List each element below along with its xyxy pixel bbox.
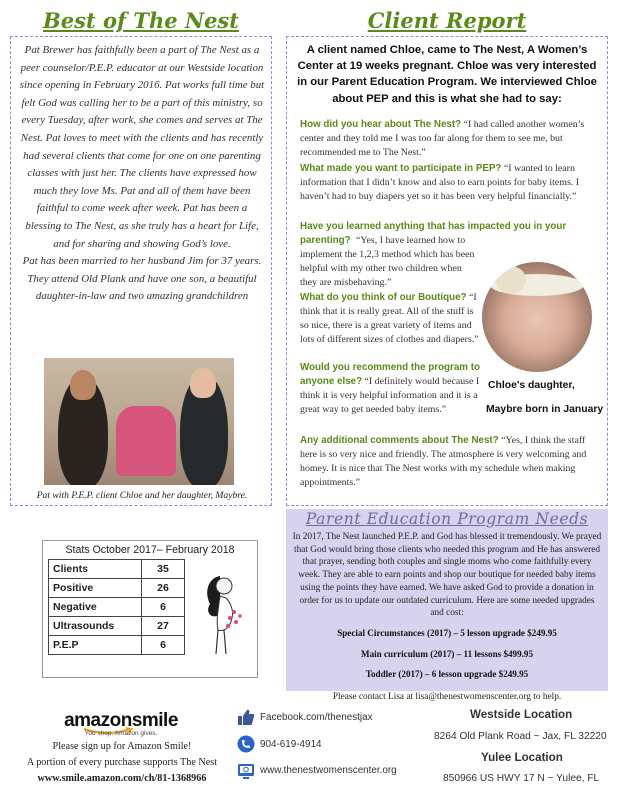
person-right-face (190, 368, 216, 398)
stat-label: Clients (49, 560, 142, 579)
answer: “Yes, I have learned how to implement the 1,2,3 method which has been helpful with my other two children when they are misbehaving.” (300, 235, 475, 288)
pat-family-paragraph: Pat has been married to her husband Jim for 37 years. They attend Old Plank and have one son, a beautiful daughter-in-law and two amazing grandchildren (22, 255, 262, 303)
pep-needs-title: Parent Education Program Needs (305, 510, 589, 528)
upgrade-special: Special Circumstances (2017) – 5 lesson upgrade $249.95 (337, 627, 557, 638)
stat-label: Negative (49, 598, 142, 617)
thumbs-up-icon[interactable] (237, 708, 255, 726)
westside-location-heading: Westside Location (470, 708, 573, 721)
baby-caption-line1: Chloe's daughter, (488, 380, 575, 391)
stat-value: 26 (142, 579, 185, 598)
pep-contact: Please contact Lisa at lisa@thenestwomenscenter.org to help. (332, 692, 562, 703)
amazon-url-link[interactable]: www.smile.amazon.com/ch/81-1368966 (37, 773, 207, 784)
qa-why-pep (300, 162, 600, 204)
pat-bio-paragraph: Pat Brewer has faithfully been a part of The Nest as a peer counselor/P.E.P. educator at our Westside location since opening in February 2016. Pat works full time but felt God was calling her to be a part of this ministry, so every Tuesday, after work, she comes and serves at The Nest. Pat loves to meet with the clients and has recently had several clients that come for one on one parenting classes with just her. The clients have expressed how much they love Ms. Pat and all of them have been faithful to come week after week. Pat has been a blessing to The Nest, as she truly has a heart for Life, and for sharing and showing God’s love. (19, 44, 265, 250)
question: Any additional comments about The Nest? (300, 435, 499, 446)
stat-label: Ultrasounds (49, 617, 142, 636)
client-report-title: Client Report (367, 8, 527, 33)
qa-comments (300, 434, 600, 490)
website-link[interactable]: www.thenestwomenscenter.org (260, 765, 397, 776)
qa-recommend (300, 361, 480, 417)
question: Would you recommend the program to anyone else? (300, 362, 480, 387)
answer: “I definitely would because I think it is very helpful information and it is a great way to get needed baby items.” (300, 376, 480, 415)
question: How did you hear about The Nest? (300, 119, 462, 130)
question: What made you want to participate in PEP? (300, 163, 502, 174)
answer: “I had called another women’s center and they told me I was too far along for them to see me, but recommended me to The Nest.” (300, 119, 585, 158)
photo-caption: Pat with P.E.P. client Chloe and her daughter, Maybre. (36, 490, 248, 501)
table-row (49, 560, 185, 579)
qa-boutique (300, 291, 480, 347)
answer: “I wanted to learn information that I didn’t know and also to earn points for baby items. I haven’t had to buy diapers yet so it has been very helpful financially.” (300, 163, 580, 202)
qa-how-heard (300, 118, 600, 160)
pep-paragraph: In 2017, The Nest launched P.E.P. and God has blessed it tremendously. We prayed that God would bring those clients who needed this program and He has answered that prayer, sending both couples and single moms who come faithfully every week. They are able to earn points and shop our boutique for needed baby items using the points they have earned. We have asked God to provide a donation in order for us to update our outdated curriculum. Here are some needed upgrades and cost: (292, 532, 602, 619)
upgrade-main: Main curriculum (2017) – 11 lessons $499.95 (360, 648, 534, 659)
table-row (49, 636, 185, 655)
baby-caption-line2: Maybre born in January (486, 404, 604, 415)
best-of-nest-body (18, 42, 266, 306)
amazon-tagline: You shop. Amazon gives. (84, 730, 158, 737)
yulee-location-heading: Yulee Location (481, 751, 563, 764)
amazon-portion-text: A portion of every purchase supports The Nest (26, 757, 218, 768)
web-icon[interactable] (237, 762, 255, 780)
stat-value: 6 (142, 636, 185, 655)
car-seat (116, 406, 176, 476)
phone-icon[interactable] (237, 735, 255, 753)
stats-table (48, 559, 185, 655)
table-row (49, 617, 185, 636)
stat-value: 6 (142, 598, 185, 617)
yulee-location-address: 850966 US HWY 17 N ~ Yulee, FL (443, 773, 600, 784)
westside-location-address: 8264 Old Plank Road ~ Jax, FL 32220 (434, 731, 607, 742)
stat-label: P.E.P (49, 636, 142, 655)
stat-value: 27 (142, 617, 185, 636)
phone-number[interactable]: 904-619-4914 (260, 739, 322, 750)
amazon-smile-logo[interactable]: amazonsmile (64, 710, 178, 731)
table-row (49, 598, 185, 617)
pep-needs-body (292, 531, 602, 704)
answer: “I think that it is really great. All of the stuff is so nice, there is a great variety of items and lots of different sizes of clothes and diapers.” (300, 292, 479, 345)
client-report-intro: A client named Chloe, came to The Nest, A Women’s Center at 19 weeks pregnant. Chloe was very interested in our Parent Education Program. We interviewed Chloe about PEP and this is what she had to say: (297, 44, 597, 105)
baby-photo (482, 262, 592, 372)
question: What do you think of our Boutique? (300, 292, 467, 303)
stat-label: Positive (49, 579, 142, 598)
table-row (49, 579, 185, 598)
amazon-signup-text: Please sign up for Amazon Smile! (52, 741, 192, 752)
facebook-link[interactable]: Facebook.com/thenestjax (260, 712, 373, 723)
answer: “Yes, I think the staff here is so very nice and friendly. The atmosphere is very welcoming and homey. It is nice that The Nest works with my schedule when making appointments.” (300, 435, 587, 488)
person-left-face (70, 370, 96, 400)
upgrade-toddler: Toddler (2017) – 6 lesson upgrade $249.95 (365, 669, 529, 680)
best-of-nest-title: Best of The Nest (43, 8, 239, 33)
question: Have you learned anything that has impacted you in your parenting? (300, 221, 567, 246)
stats-title: Stats October 2017– February 2018 (65, 544, 235, 556)
stat-value: 35 (142, 560, 185, 579)
pat-and-chloe-photo (44, 358, 234, 485)
pregnant-woman-illustration (200, 570, 252, 660)
headband-flower (496, 266, 526, 294)
